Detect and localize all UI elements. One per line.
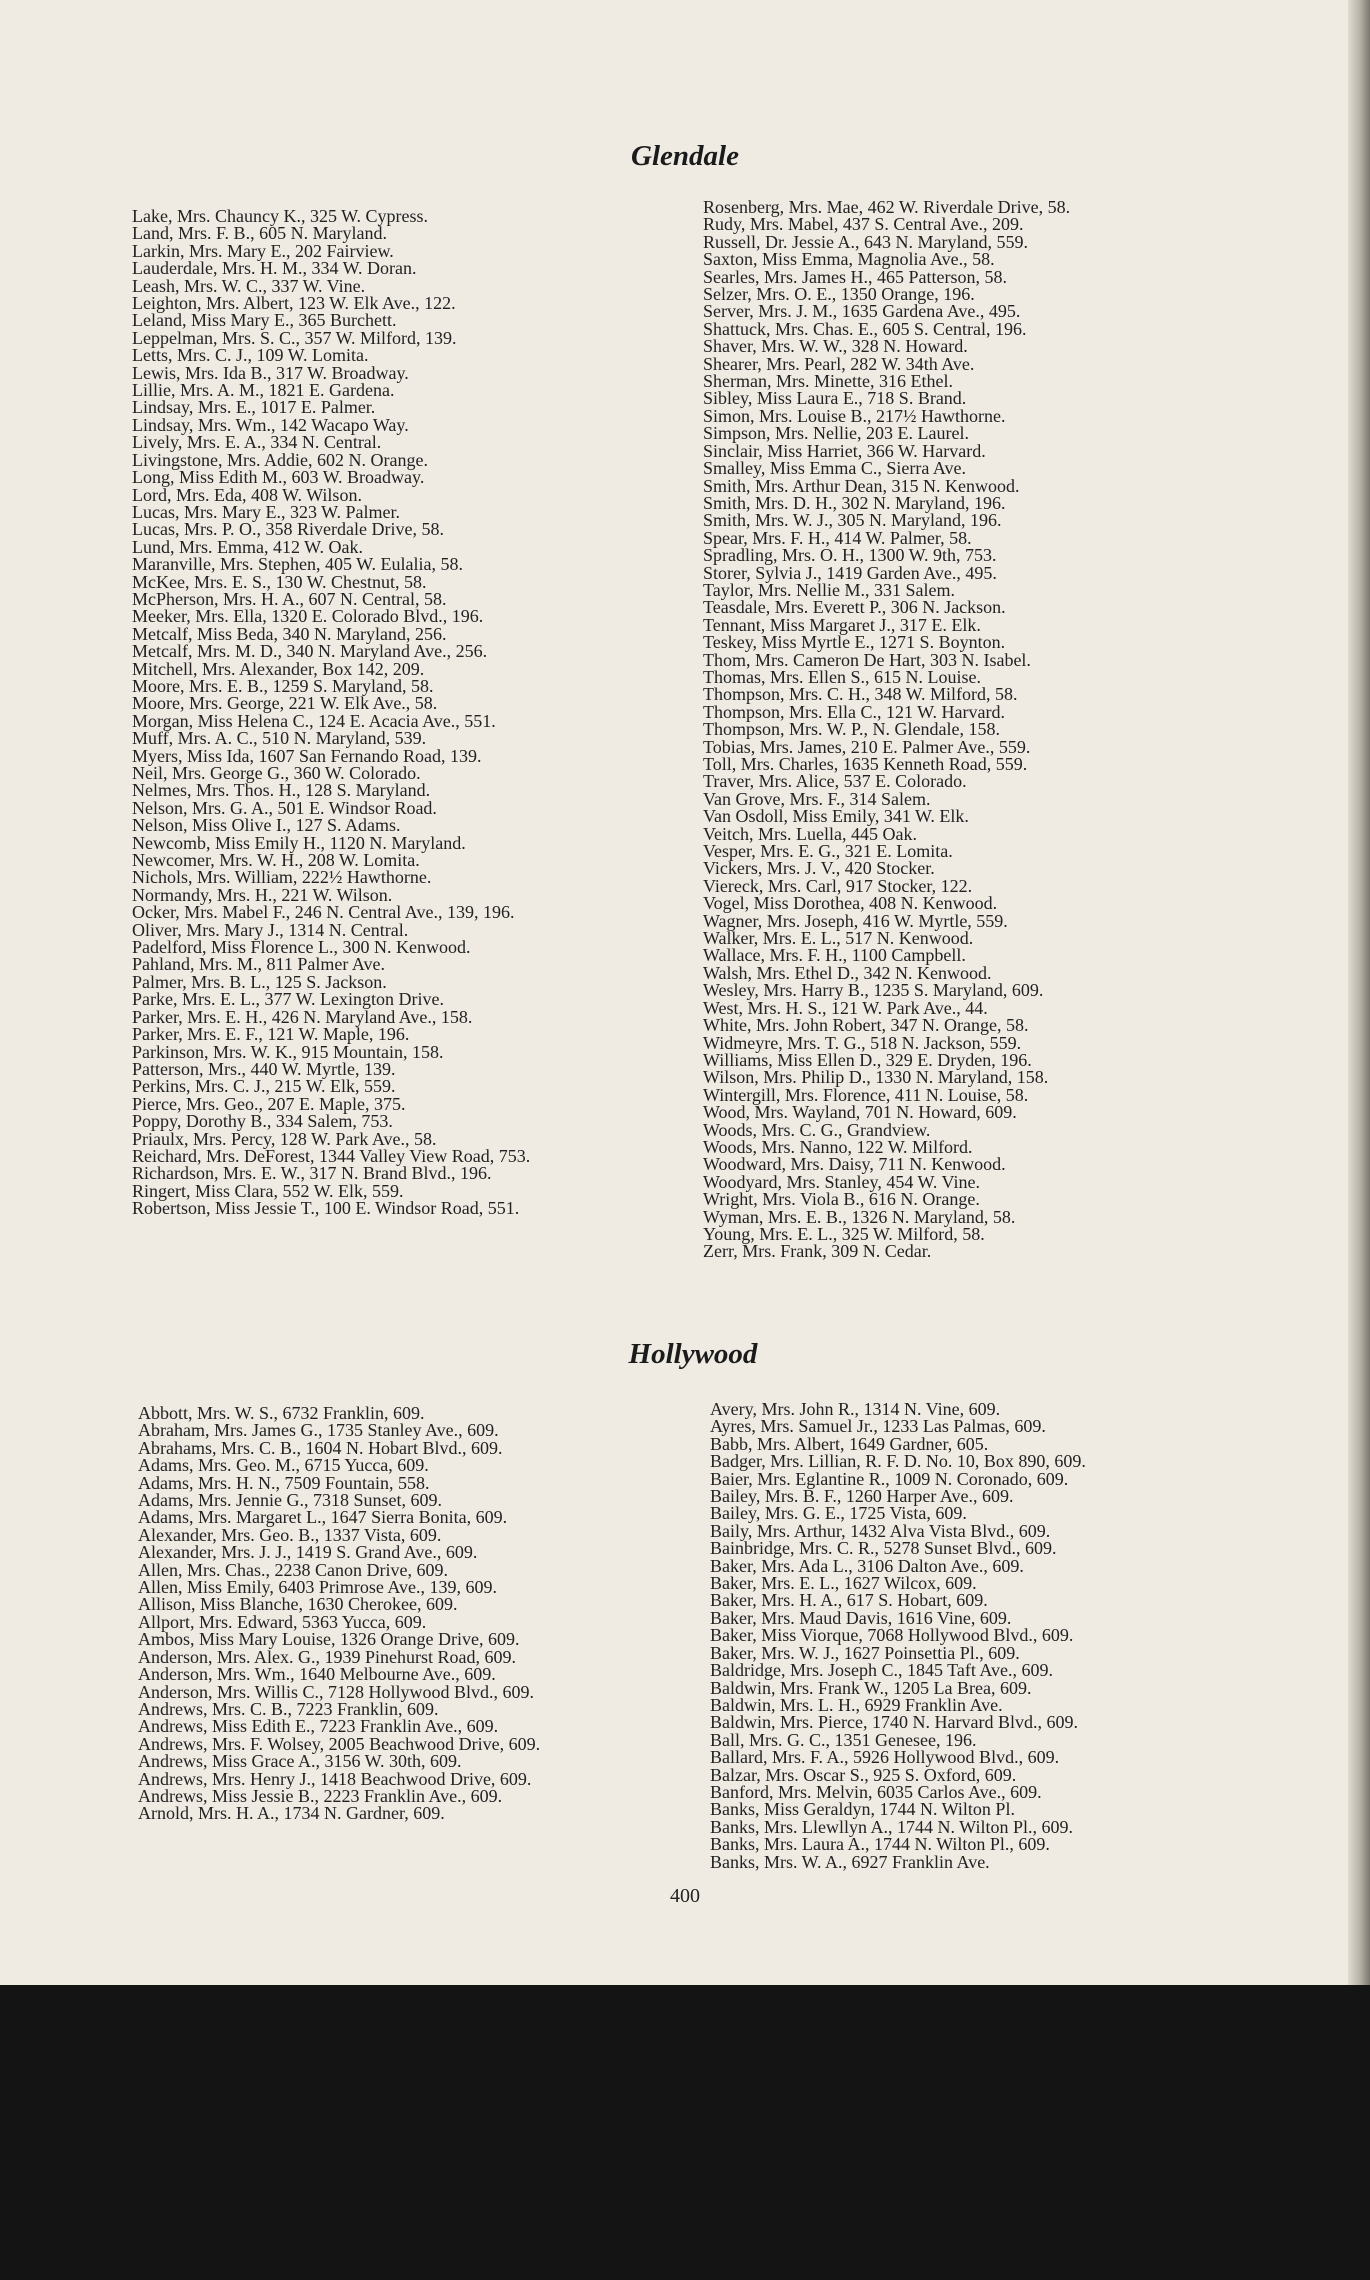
directory-entry: Walsh, Mrs. Ethel D., 342 N. Kenwood. — [703, 962, 992, 983]
directory-entry: Arnold, Mrs. H. A., 1734 N. Gardner, 609. — [138, 1803, 445, 1824]
directory-entry: Woods, Mrs. C. G., Grandview. — [703, 1119, 931, 1140]
directory-entry: Baldwin, Mrs. Pierce, 1740 N. Harvard Blvd., 609. — [710, 1712, 1078, 1733]
directory-entry: Server, Mrs. J. M., 1635 Gardena Ave., 495. — [703, 301, 1021, 322]
directory-entry: Maranville, Mrs. Stephen, 405 W. Eulalia, 58. — [132, 554, 463, 575]
directory-entry: Traver, Mrs. Alice, 537 E. Colorado. — [703, 771, 967, 792]
glendale-left-column — [132, 208, 692, 1218]
page-edge-shadow — [1348, 0, 1370, 1985]
directory-entry: Letts, Mrs. C. J., 109 W. Lomita. — [132, 345, 369, 366]
directory-entry: Thom, Mrs. Cameron De Hart, 303 N. Isabel. — [703, 649, 1031, 670]
directory-entry: Teasdale, Mrs. Everett P., 306 N. Jackson. — [703, 597, 1006, 618]
directory-entry: Neil, Mrs. George G., 360 W. Colorado. — [132, 763, 421, 783]
directory-entry: Storer, Sylvia J., 1419 Garden Ave., 495. — [703, 562, 997, 583]
directory-entry: Larkin, Mrs. Mary E., 202 Fairview. — [132, 240, 394, 261]
directory-entry: Lucas, Mrs. P. O., 358 Riverdale Drive, 58. — [132, 519, 444, 540]
directory-entry: Baier, Mrs. Eglantine R., 1009 N. Coronado, 609. — [710, 1468, 1069, 1489]
directory-entry: Anderson, Mrs. Wm., 1640 Melbourne Ave., 609. — [138, 1664, 496, 1685]
directory-entry: Wright, Mrs. Viola B., 616 N. Orange. — [703, 1189, 980, 1210]
directory-entry: Mitchell, Mrs. Alexander, Box 142, 209. — [132, 658, 425, 679]
directory-entry: Teskey, Miss Myrtle E., 1271 S. Boynton. — [703, 632, 1006, 653]
directory-entry: Abraham, Mrs. James G., 1735 Stanley Ave., 609. — [138, 1420, 499, 1441]
directory-entry: Lauderdale, Mrs. H. M., 334 W. Doran. — [132, 258, 417, 279]
directory-entry: Baily, Mrs. Arthur, 1432 Alva Vista Blvd., 609. — [710, 1520, 1051, 1541]
directory-entry: Lord, Mrs. Eda, 408 W. Wilson. — [132, 484, 362, 505]
directory-entry: Ballard, Mrs. F. A., 5926 Hollywood Blvd., 609. — [710, 1747, 1060, 1768]
directory-entry: Baker, Miss Viorque, 7068 Hollywood Blvd., 609. — [710, 1625, 1074, 1646]
directory-entry: Parker, Mrs. E. H., 426 N. Maryland Ave., 158. — [132, 1006, 473, 1027]
directory-entry: Spradling, Mrs. O. H., 1300 W. 9th, 753. — [703, 545, 997, 566]
directory-entry: Andrews, Mrs. F. Wolsey, 2005 Beachwood Drive, 609. — [138, 1733, 541, 1754]
directory-entry: Wyman, Mrs. E. B., 1326 N. Maryland, 58. — [703, 1206, 1016, 1227]
directory-entry: Baker, Mrs. H. A., 617 S. Hobart, 609. — [710, 1590, 988, 1611]
directory-entry: Pahland, Mrs. M., 811 Palmer Ave. — [132, 954, 385, 975]
directory-entry: Andrews, Miss Edith E., 7223 Franklin Ave., 609. — [138, 1716, 499, 1737]
directory-entry: Bailey, Mrs. G. E., 1725 Vista, 609. — [710, 1503, 967, 1524]
directory-entry: Leppelman, Mrs. S. C., 357 W. Milford, 139. — [132, 327, 457, 348]
directory-entry: Taylor, Mrs. Nellie M., 331 Salem. — [703, 579, 955, 600]
directory-entry: Van Osdoll, Miss Emily, 341 W. Elk. — [703, 806, 969, 827]
directory-entry: Anderson, Mrs. Alex. G., 1939 Pinehurst Road, 609. — [138, 1646, 516, 1667]
directory-entry: Allison, Miss Blanche, 1630 Cherokee, 609. — [138, 1594, 458, 1615]
directory-entry: Bailey, Mrs. B. F., 1260 Harper Ave., 609. — [710, 1486, 1014, 1507]
directory-entry: Robertson, Miss Jessie T., 100 E. Windsor Road, 551. — [132, 1198, 520, 1219]
hollywood-left-column — [138, 1405, 698, 1823]
directory-entry: Woodyard, Mrs. Stanley, 454 W. Vine. — [703, 1171, 980, 1192]
directory-entry: Parker, Mrs. E. F., 121 W. Maple, 196. — [132, 1024, 410, 1045]
directory-entry: McPherson, Mrs. H. A., 607 N. Central, 58. — [132, 588, 447, 609]
directory-entry: Long, Miss Edith M., 603 W. Broadway. — [132, 467, 425, 488]
directory-entry: Young, Mrs. E. L., 325 W. Milford, 58. — [703, 1223, 985, 1244]
directory-entry: Tennant, Miss Margaret J., 317 E. Elk. — [703, 614, 981, 635]
directory-entry: Wesley, Mrs. Harry B., 1235 S. Maryland, 609. — [703, 980, 1044, 1001]
glendale-heading: Glendale — [631, 140, 739, 172]
directory-entry: Moore, Mrs. George, 221 W. Elk Ave., 58. — [132, 693, 438, 714]
directory-entry: Land, Mrs. F. B., 605 N. Maryland. — [132, 223, 388, 244]
directory-entry: Allport, Mrs. Edward, 5363 Yucca, 609. — [138, 1611, 427, 1632]
directory-entry: Ringert, Miss Clara, 552 W. Elk, 559. — [132, 1180, 404, 1201]
directory-entry: Anderson, Mrs. Willis C., 7128 Hollywood Blvd., 609. — [138, 1681, 534, 1702]
directory-entry: Adams, Mrs. H. N., 7509 Fountain, 558. — [138, 1472, 430, 1493]
directory-entry: Priaulx, Mrs. Percy, 128 W. Park Ave., 58. — [132, 1128, 437, 1149]
directory-entry: Nelson, Mrs. G. A., 501 E. Windsor Road. — [132, 797, 437, 818]
directory-entry: Padelford, Miss Florence L., 300 N. Kenwood. — [132, 937, 471, 958]
directory-entry: Thompson, Mrs. Ella C., 121 W. Harvard. — [703, 701, 1005, 722]
directory-entry: Williams, Miss Ellen D., 329 E. Dryden, 196. — [703, 1049, 1032, 1070]
directory-entry: Baker, Mrs. W. J., 1627 Poinsettia Pl., 609. — [710, 1642, 1020, 1663]
directory-entry: Thompson, Mrs. C. H., 348 W. Milford, 58. — [703, 684, 1018, 705]
directory-entry: Andrews, Mrs. Henry J., 1418 Beachwood Drive, 609. — [138, 1768, 532, 1789]
directory-entry: Zerr, Mrs. Frank, 309 N. Cedar. — [703, 1241, 932, 1262]
directory-entry: Russell, Dr. Jessie A., 643 N. Maryland, 559. — [703, 231, 1028, 252]
directory-entry: Muff, Mrs. A. C., 510 N. Maryland, 539. — [132, 728, 427, 749]
directory-entry: Lewis, Mrs. Ida B., 317 W. Broadway. — [132, 362, 409, 383]
directory-entry: Shearer, Mrs. Pearl, 282 W. 34th Ave. — [703, 353, 975, 374]
directory-entry: Avery, Mrs. John R., 1314 N. Vine, 609. — [710, 1399, 1001, 1419]
directory-entry: Baldwin, Mrs. L. H., 6929 Franklin Ave. — [710, 1694, 1003, 1715]
directory-entry: Banks, Miss Geraldyn, 1744 N. Wilton Pl. — [710, 1799, 1015, 1820]
directory-entry: Van Grove, Mrs. F., 314 Salem. — [703, 788, 931, 809]
directory-entry: Sherman, Mrs. Minette, 316 Ethel. — [703, 371, 953, 392]
glendale-right-column — [703, 199, 1248, 1261]
directory-entry: Nelson, Miss Olive I., 127 S. Adams. — [132, 815, 401, 836]
directory-entry: Thomas, Mrs. Ellen S., 615 N. Louise. — [703, 666, 981, 687]
directory-entry: Lindsay, Mrs. Wm., 142 Wacapo Way. — [132, 414, 409, 435]
directory-entry: Wood, Mrs. Wayland, 701 N. Howard, 609. — [703, 1102, 1017, 1123]
directory-entry: Woods, Mrs. Nanno, 122 W. Milford. — [703, 1136, 973, 1157]
directory-entry: Metcalf, Miss Beda, 340 N. Maryland, 256. — [132, 623, 447, 644]
directory-entry: Ambos, Miss Mary Louise, 1326 Orange Drive, 609. — [138, 1629, 520, 1650]
directory-entry: Meeker, Mrs. Ella, 1320 E. Colorado Blvd., 196. — [132, 606, 484, 627]
directory-entry: Banks, Mrs. Llewllyn A., 1744 N. Wilton Pl., 609. — [710, 1816, 1073, 1837]
directory-entry: Metcalf, Mrs. M. D., 340 N. Maryland Ave., 256. — [132, 641, 488, 662]
directory-entry: Newcomb, Miss Emily H., 1120 N. Maryland. — [132, 832, 466, 853]
directory-entry: Abbott, Mrs. W. S., 6732 Franklin, 609. — [138, 1403, 425, 1423]
directory-entry: Sinclair, Miss Harriet, 366 W. Harvard. — [703, 440, 986, 461]
directory-entry: Smith, Mrs. D. H., 302 N. Maryland, 196. — [703, 492, 1006, 513]
directory-entry: Vesper, Mrs. E. G., 321 E. Lomita. — [703, 841, 953, 862]
directory-entry: Sibley, Miss Laura E., 718 S. Brand. — [703, 388, 967, 409]
directory-entry: Veitch, Mrs. Luella, 445 Oak. — [703, 823, 917, 844]
directory-entry: Alexander, Mrs. J. J., 1419 S. Grand Ave., 609. — [138, 1542, 478, 1563]
directory-entry: Babb, Mrs. Albert, 1649 Gardner, 605. — [710, 1433, 989, 1454]
directory-entry: Newcomer, Mrs. W. H., 208 W. Lomita. — [132, 850, 420, 871]
directory-entry: Livingstone, Mrs. Addie, 602 N. Orange. — [132, 449, 428, 470]
directory-entry: Patterson, Mrs., 440 W. Myrtle, 139. — [132, 1058, 396, 1079]
directory-entry: Banks, Mrs. W. A., 6927 Franklin Ave. — [710, 1851, 990, 1872]
directory-entry: Lucas, Mrs. Mary E., 323 W. Palmer. — [132, 501, 400, 522]
directory-entry: Adams, Mrs. Jennie G., 7318 Sunset, 609. — [138, 1490, 442, 1511]
directory-entry: Wilson, Mrs. Philip D., 1330 N. Maryland, 158. — [703, 1067, 1049, 1088]
directory-entry: Rosenberg, Mrs. Mae, 462 W. Riverdale Drive, 58. — [703, 197, 1071, 217]
directory-entry: Leash, Mrs. W. C., 337 W. Vine. — [132, 275, 366, 296]
directory-entry: Baldwin, Mrs. Frank W., 1205 La Brea, 609. — [710, 1677, 1032, 1698]
directory-entry: Leland, Miss Mary E., 365 Burchett. — [132, 310, 397, 331]
directory-entry: Adams, Mrs. Geo. M., 6715 Yucca, 609. — [138, 1455, 429, 1476]
directory-entry: Simpson, Mrs. Nellie, 203 E. Laurel. — [703, 423, 969, 444]
directory-entry: White, Mrs. John Robert, 347 N. Orange, 58. — [703, 1015, 1029, 1036]
directory-entry: Thompson, Mrs. W. P., N. Glendale, 158. — [703, 719, 1000, 740]
directory-entry: Smith, Mrs. W. J., 305 N. Maryland, 196. — [703, 510, 1002, 531]
hollywood-heading: Hollywood — [628, 1338, 758, 1370]
directory-entry: Moore, Mrs. E. B., 1259 S. Maryland, 58. — [132, 675, 434, 696]
directory-entry: Vogel, Miss Dorothea, 408 N. Kenwood. — [703, 893, 998, 914]
directory-entry: Wagner, Mrs. Joseph, 416 W. Myrtle, 559. — [703, 910, 1008, 931]
directory-entry: Lake, Mrs. Chauncy K., 325 W. Cypress. — [132, 206, 428, 226]
directory-entry: Widmeyre, Mrs. T. G., 518 N. Jackson, 559. — [703, 1032, 1022, 1053]
directory-entry: Tobias, Mrs. James, 210 E. Palmer Ave., 559. — [703, 736, 1031, 757]
directory-entry: Reichard, Mrs. DeForest, 1344 Valley View Road, 753. — [132, 1145, 531, 1166]
directory-entry: Smith, Mrs. Arthur Dean, 315 N. Kenwood. — [703, 475, 1020, 496]
directory-entry: Poppy, Dorothy B., 334 Salem, 753. — [132, 1111, 393, 1132]
page-number: 400 — [670, 1885, 700, 1907]
directory-entry: Alexander, Mrs. Geo. B., 1337 Vista, 609. — [138, 1524, 442, 1545]
directory-entry: Palmer, Mrs. B. L., 125 S. Jackson. — [132, 971, 387, 992]
directory-entry: Parke, Mrs. E. L., 377 W. Lexington Drive. — [132, 989, 444, 1010]
directory-entry: Parkinson, Mrs. W. K., 915 Mountain, 158. — [132, 1041, 444, 1062]
directory-entry: Allen, Mrs. Chas., 2238 Canon Drive, 609. — [138, 1559, 448, 1580]
directory-entry: Normandy, Mrs. H., 221 W. Wilson. — [132, 884, 393, 905]
directory-entry: Viereck, Mrs. Carl, 917 Stocker, 122. — [703, 875, 973, 896]
directory-entry: Searles, Mrs. James H., 465 Patterson, 58. — [703, 266, 1007, 287]
directory-entry: West, Mrs. H. S., 121 W. Park Ave., 44. — [703, 997, 988, 1018]
directory-entry: Badger, Mrs. Lillian, R. F. D. No. 10, Box 890, 609. — [710, 1451, 1086, 1472]
directory-entry: Woodward, Mrs. Daisy, 711 N. Kenwood. — [703, 1154, 1006, 1175]
directory-entry: Andrews, Miss Jessie B., 2223 Franklin Ave., 609. — [138, 1785, 503, 1806]
directory-entry: Balzar, Mrs. Oscar S., 925 S. Oxford, 609. — [710, 1764, 1017, 1785]
directory-entry: Baldridge, Mrs. Joseph C., 1845 Taft Ave., 609. — [710, 1660, 1054, 1681]
directory-entry: Lindsay, Mrs. E., 1017 E. Palmer. — [132, 397, 376, 418]
directory-entry: Lillie, Mrs. A. M., 1821 E. Gardena. — [132, 380, 395, 401]
directory-entry: Ball, Mrs. G. C., 1351 Genesee, 196. — [710, 1729, 977, 1750]
directory-entry: Abrahams, Mrs. C. B., 1604 N. Hobart Blvd., 609. — [138, 1437, 503, 1458]
directory-entry: Selzer, Mrs. O. E., 1350 Orange, 196. — [703, 284, 975, 305]
directory-entry: Banks, Mrs. Laura A., 1744 N. Wilton Pl., 609. — [710, 1834, 1050, 1855]
directory-entry: Smalley, Miss Emma C., Sierra Ave. — [703, 458, 966, 479]
directory-entry: Morgan, Miss Helena C., 124 E. Acacia Ave., 551. — [132, 710, 496, 731]
directory-entry: Simon, Mrs. Louise B., 217½ Hawthorne. — [703, 405, 1006, 426]
directory-entry: Myers, Miss Ida, 1607 San Fernando Road, 139. — [132, 745, 482, 766]
directory-entry: Nichols, Mrs. William, 222½ Hawthorne. — [132, 867, 432, 888]
directory-entry: Baker, Mrs. Maud Davis, 1616 Vine, 609. — [710, 1607, 1012, 1628]
directory-entry: Leighton, Mrs. Albert, 123 W. Elk Ave., 122. — [132, 293, 456, 314]
directory-entry: Perkins, Mrs. C. J., 215 W. Elk, 559. — [132, 1076, 396, 1097]
directory-entry: Andrews, Mrs. C. B., 7223 Franklin, 609. — [138, 1698, 439, 1719]
directory-entry: Lively, Mrs. E. A., 334 N. Central. — [132, 432, 382, 453]
directory-entry: Wintergill, Mrs. Florence, 411 N. Louise, 58. — [703, 1084, 1029, 1105]
directory-entry: Spear, Mrs. F. H., 414 W. Palmer, 58. — [703, 527, 972, 548]
directory-entry: Oliver, Mrs. Mary J., 1314 N. Central. — [132, 919, 409, 940]
hollywood-right-column — [710, 1401, 1250, 1871]
scan-background — [0, 1985, 1370, 2280]
directory-entry: McKee, Mrs. E. S., 130 W. Chestnut, 58. — [132, 571, 427, 592]
directory-entry: Saxton, Miss Emma, Magnolia Ave., 58. — [703, 249, 995, 270]
directory-entry: Shattuck, Mrs. Chas. E., 605 S. Central, 196. — [703, 318, 1027, 339]
directory-entry: Vickers, Mrs. J. V., 420 Stocker. — [703, 858, 935, 879]
directory-entry: Lund, Mrs. Emma, 412 W. Oak. — [132, 536, 363, 557]
directory-entry: Walker, Mrs. E. L., 517 N. Kenwood. — [703, 928, 974, 949]
directory-entry: Andrews, Miss Grace A., 3156 W. 30th, 609. — [138, 1751, 462, 1772]
directory-entry: Toll, Mrs. Charles, 1635 Kenneth Road, 559. — [703, 754, 1028, 774]
directory-entry: Baker, Mrs. Ada L., 3106 Dalton Ave., 609. — [710, 1555, 1024, 1576]
directory-entry: Richardson, Mrs. E. W., 317 N. Brand Blvd., 196. — [132, 1163, 492, 1184]
directory-entry: Baker, Mrs. E. L., 1627 Wilcox, 609. — [710, 1573, 977, 1594]
directory-entry: Ocker, Mrs. Mabel F., 246 N. Central Ave., 139, 196. — [132, 902, 515, 923]
directory-entry: Nelmes, Mrs. Thos. H., 128 S. Maryland. — [132, 780, 431, 801]
directory-entry: Wallace, Mrs. F. H., 1100 Campbell. — [703, 945, 966, 966]
directory-entry: Ayres, Mrs. Samuel Jr., 1233 Las Palmas, 609. — [710, 1416, 1046, 1437]
directory-entry: Pierce, Mrs. Geo., 207 E. Maple, 375. — [132, 1093, 406, 1114]
directory-entry: Banford, Mrs. Melvin, 6035 Carlos Ave., 609. — [710, 1781, 1042, 1802]
directory-entry: Allen, Miss Emily, 6403 Primrose Ave., 139, 609. — [138, 1577, 497, 1598]
directory-entry: Adams, Mrs. Margaret L., 1647 Sierra Bonita, 609. — [138, 1507, 508, 1528]
directory-entry: Rudy, Mrs. Mabel, 437 S. Central Ave., 209. — [703, 214, 1024, 235]
directory-entry: Bainbridge, Mrs. C. R., 5278 Sunset Blvd., 609. — [710, 1538, 1057, 1559]
directory-entry: Shaver, Mrs. W. W., 328 N. Howard. — [703, 336, 968, 357]
